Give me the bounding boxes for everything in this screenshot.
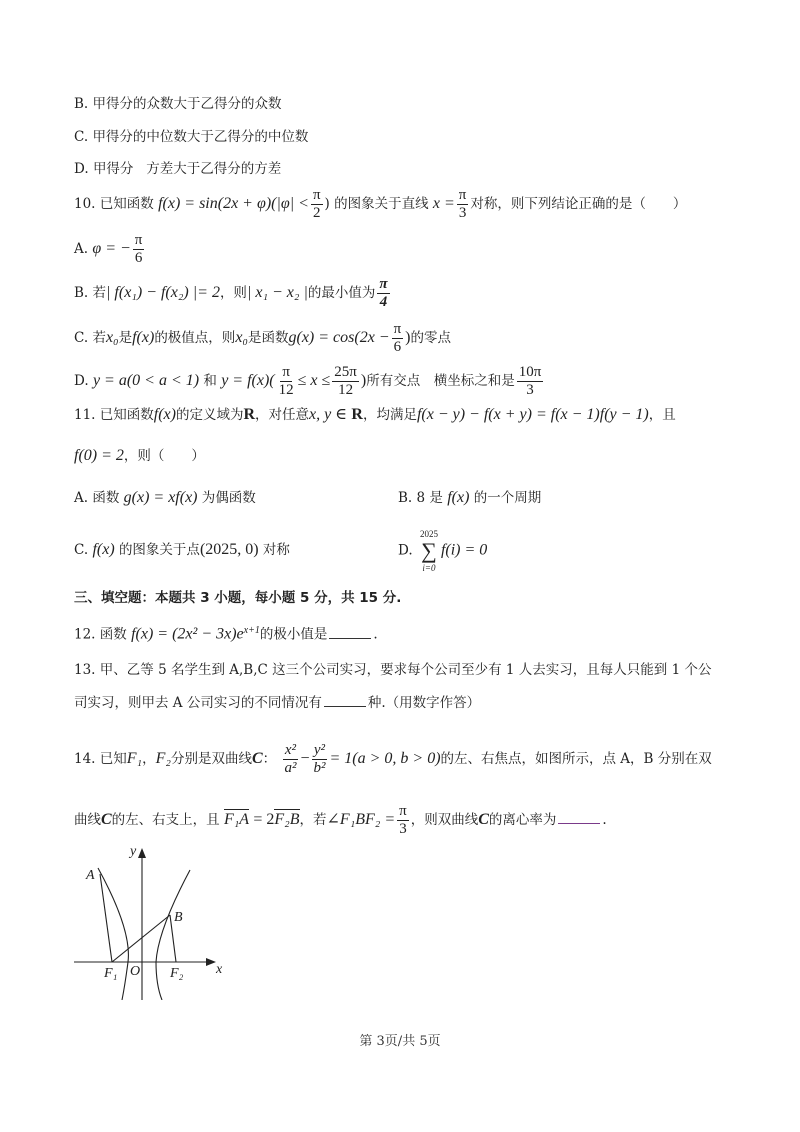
math-expr: C bbox=[101, 811, 112, 828]
math-expr: f(x) bbox=[132, 329, 155, 346]
q13-line1 bbox=[74, 660, 711, 680]
option-text: 的最小值为 bbox=[307, 285, 376, 301]
math-expr: g(x) = xf(x) bbox=[123, 489, 198, 506]
fraction bbox=[277, 364, 296, 399]
denominator: 3 bbox=[458, 205, 467, 221]
option-text: 所有交点 横坐标之和是 bbox=[366, 373, 515, 389]
option-text: 为偶函数 bbox=[201, 490, 256, 506]
stem-text: 的定义域为 bbox=[175, 407, 244, 423]
q9-option-c bbox=[74, 127, 308, 147]
option-text: 是 bbox=[118, 330, 133, 346]
stem-text: ： bbox=[262, 751, 277, 767]
stem-text: 已知函数 bbox=[99, 196, 154, 212]
q9-option-b bbox=[74, 94, 282, 114]
fraction bbox=[282, 742, 298, 777]
option-text: 对称 bbox=[262, 542, 290, 558]
math-expr: ) bbox=[360, 372, 367, 389]
stem-text: 种.（用数字作答） bbox=[367, 695, 481, 711]
math-expr: | x₁ − x₂ | bbox=[246, 284, 308, 301]
math-expr: C bbox=[478, 811, 489, 828]
option-text: 若 bbox=[92, 330, 106, 346]
numerator: π bbox=[458, 187, 467, 203]
numerator: x² bbox=[284, 742, 297, 758]
option-text: 的极值点，则 bbox=[154, 330, 236, 346]
fraction bbox=[517, 364, 544, 399]
math-expr: f(x) = sin(2x + φ)(|φ| < bbox=[158, 195, 309, 212]
option-label: D. bbox=[74, 161, 89, 177]
stem-text: ，均满足 bbox=[362, 407, 417, 423]
option-label: B. bbox=[398, 490, 413, 506]
fraction bbox=[311, 742, 327, 777]
math-expr: F₂ bbox=[155, 750, 171, 767]
stem-text: 司实习，则甲去 A 公司实习的不同情况有 bbox=[74, 695, 322, 711]
q14-line2 bbox=[74, 803, 607, 838]
math-expr: = 1(a > 0, b > 0) bbox=[329, 750, 441, 767]
denominator: 12 bbox=[338, 382, 354, 398]
q10-option-b bbox=[74, 276, 392, 311]
option-text: 和 bbox=[203, 373, 217, 389]
option-label: C. bbox=[74, 330, 89, 346]
stem-text: ，且 bbox=[648, 407, 676, 423]
math-expr: f(x) = (2x² − 3x)e bbox=[131, 625, 244, 643]
hyperbola-diagram bbox=[70, 840, 230, 1000]
stem-text: 的左、右焦点，如图所示，点 A，B 分别在双 bbox=[440, 751, 712, 767]
denominator: 3 bbox=[526, 382, 534, 398]
numerator: π bbox=[134, 232, 143, 248]
math-expr: g(x) = cos(2x − bbox=[288, 329, 390, 346]
y-axis-label: y bbox=[130, 844, 137, 859]
math-expr: f(x) bbox=[447, 489, 470, 506]
fraction bbox=[377, 276, 389, 311]
stem-text: 的极小值是 bbox=[259, 626, 328, 643]
stem-text: 曲线 bbox=[74, 812, 101, 828]
stem-text: ，若 bbox=[299, 812, 327, 828]
q11-option-c bbox=[74, 540, 290, 560]
option-text: 若 bbox=[92, 285, 107, 301]
fraction bbox=[397, 803, 409, 838]
option-text: 的一个周期 bbox=[473, 490, 542, 506]
real-set-symbol: R bbox=[351, 406, 363, 423]
math-expr: ) bbox=[405, 329, 411, 346]
q11-stem-line2 bbox=[74, 446, 205, 466]
option-text: ，则 bbox=[219, 285, 247, 301]
option-label: B. bbox=[74, 96, 89, 112]
hyperbola-figure bbox=[70, 840, 230, 1004]
answer-blank[interactable] bbox=[324, 692, 366, 707]
q11-option-a bbox=[74, 488, 256, 508]
stem-text: 分别是双曲线 bbox=[170, 751, 252, 767]
math-expr: F₁ bbox=[126, 750, 143, 767]
stem-text: ，则（ ） bbox=[123, 448, 205, 464]
real-set-symbol: R bbox=[243, 406, 256, 423]
option-text: 的零点 bbox=[410, 330, 451, 346]
option-label: A. bbox=[74, 241, 89, 257]
stem-text: 的离心率为 bbox=[488, 812, 557, 828]
math-expr: f(0) = 2 bbox=[74, 447, 124, 464]
sum-lower: i=0 bbox=[422, 563, 436, 573]
math-expr: x, y ∈ bbox=[309, 406, 348, 423]
denominator: 4 bbox=[379, 294, 388, 310]
point-b-label: B bbox=[174, 910, 183, 925]
math-expr: C bbox=[251, 750, 263, 767]
numerator: 10π bbox=[518, 364, 542, 380]
stem-text: ，则双曲线 bbox=[410, 812, 479, 828]
q12 bbox=[74, 621, 378, 645]
sum-upper: 2025 bbox=[419, 529, 438, 539]
stem-text: 已知 bbox=[99, 751, 127, 767]
q10-option-d bbox=[74, 364, 545, 399]
fraction bbox=[332, 364, 359, 399]
x-axis-label: x bbox=[216, 962, 223, 977]
q9-option-d bbox=[74, 159, 281, 179]
q10-option-c bbox=[74, 321, 451, 356]
fraction bbox=[133, 232, 145, 267]
math-expr: ∠F₁BF₂ = bbox=[326, 811, 396, 828]
numerator: π bbox=[393, 321, 402, 337]
numerator: π bbox=[399, 803, 407, 819]
vector-f2b: F₂B bbox=[274, 811, 300, 828]
option-label: C. bbox=[74, 129, 89, 145]
math-expr: (2025, 0) bbox=[199, 541, 259, 558]
question-number: 10. bbox=[74, 196, 96, 212]
option-text: 8 是 bbox=[416, 490, 443, 506]
question-number: 14. bbox=[74, 751, 96, 767]
page-footer: 第 3页/共 5页 bbox=[359, 1034, 441, 1049]
fraction bbox=[311, 187, 323, 222]
denominator: 6 bbox=[393, 339, 402, 355]
question-number: 13. bbox=[74, 662, 96, 678]
math-expr: f(x) bbox=[92, 541, 115, 558]
q13-line2 bbox=[74, 692, 480, 713]
denominator: 6 bbox=[134, 250, 143, 266]
option-text: 函数 bbox=[92, 490, 120, 506]
option-label: D. bbox=[398, 542, 413, 559]
stem-text: . bbox=[602, 812, 607, 828]
q11-option-b bbox=[398, 488, 541, 508]
option-label: B. bbox=[74, 285, 89, 301]
denominator: 12 bbox=[278, 382, 294, 398]
vector-f1a: F₁A bbox=[223, 811, 250, 828]
math-expr: y = a(0 < a < 1) bbox=[92, 372, 200, 389]
q14-line1 bbox=[74, 742, 712, 777]
origin-label: O bbox=[130, 964, 141, 979]
section-title: 三、填空题：本题共 3 小题，每小题 5 分，共 15 分. bbox=[74, 590, 402, 606]
q10-stem bbox=[74, 187, 686, 222]
point-a-label: A bbox=[86, 868, 95, 883]
math-expr: f(i) = 0 bbox=[440, 541, 488, 559]
numerator: π bbox=[282, 364, 290, 380]
stem-text: 对称，则下列结论正确的是（ ） bbox=[470, 196, 687, 212]
stem-text: ，对任意 bbox=[255, 407, 310, 423]
stem-text: 函数 bbox=[99, 626, 127, 643]
math-expr: − bbox=[300, 750, 310, 767]
denominator: b² bbox=[313, 760, 326, 776]
summation bbox=[420, 528, 438, 574]
option-text: 是函数 bbox=[247, 330, 289, 346]
option-text: 的图象关于点 bbox=[118, 542, 200, 558]
numerator: π bbox=[312, 187, 321, 203]
option-label: D. bbox=[74, 373, 89, 389]
denominator: 3 bbox=[399, 821, 407, 837]
q11-option-d bbox=[398, 528, 487, 574]
denominator: 2 bbox=[312, 205, 321, 221]
math-expr: x₀ bbox=[105, 329, 119, 346]
stem-text: ) 的图象关于直线 bbox=[324, 196, 429, 212]
math-expr: f(x) bbox=[153, 406, 176, 423]
math-expr: = 2 bbox=[253, 811, 275, 828]
stem-text: 甲、乙等 5 名学生到 A,B,C 这三个公司实习，要求每个公司至少有 1 人去实习，且每人只能到 1 个公 bbox=[99, 662, 712, 678]
fraction bbox=[457, 187, 469, 222]
answer-blank[interactable] bbox=[558, 809, 600, 824]
exponent: x+1 bbox=[243, 625, 260, 636]
point-f1-label: F₁ bbox=[104, 966, 118, 981]
numerator: 25π bbox=[334, 364, 357, 380]
q11-stem bbox=[74, 405, 676, 425]
stem-text: ， bbox=[142, 751, 156, 767]
question-number: 12. bbox=[74, 626, 96, 643]
stem-text: 的左、右支上，且 bbox=[111, 812, 220, 828]
denominator: a² bbox=[284, 760, 297, 776]
numerator: y² bbox=[313, 742, 326, 758]
option-label: C. bbox=[74, 542, 89, 558]
math-expr: x = bbox=[432, 195, 455, 212]
answer-blank[interactable] bbox=[329, 624, 371, 639]
q10-option-a bbox=[74, 232, 146, 267]
question-number: 11. bbox=[74, 407, 96, 423]
math-expr: x₀ bbox=[235, 329, 248, 346]
math-expr: φ = − bbox=[92, 240, 131, 257]
sigma-icon: ∑ bbox=[421, 538, 437, 563]
numerator: π bbox=[379, 276, 388, 292]
math-expr: ≤ x ≤ bbox=[297, 372, 331, 389]
point-f2-label: F₂ bbox=[170, 966, 184, 981]
math-expr: f(x − y) − f(x + y) = f(x − 1)f(y − 1) bbox=[416, 406, 649, 423]
option-label: A. bbox=[74, 490, 89, 506]
stem-text: . bbox=[373, 626, 378, 643]
option-text: 甲得分的众数大于乙得分的众数 bbox=[92, 96, 282, 112]
option-text: 甲得分 方差大于乙得分的方差 bbox=[92, 161, 282, 177]
option-text: 甲得分的中位数大于乙得分的中位数 bbox=[92, 129, 309, 145]
stem-text: 已知函数 bbox=[99, 407, 154, 423]
fraction bbox=[392, 321, 404, 356]
math-expr: y = f(x)( bbox=[221, 372, 275, 389]
math-expr: | f(x₁) − f(x₂) |= 2 bbox=[106, 284, 220, 301]
